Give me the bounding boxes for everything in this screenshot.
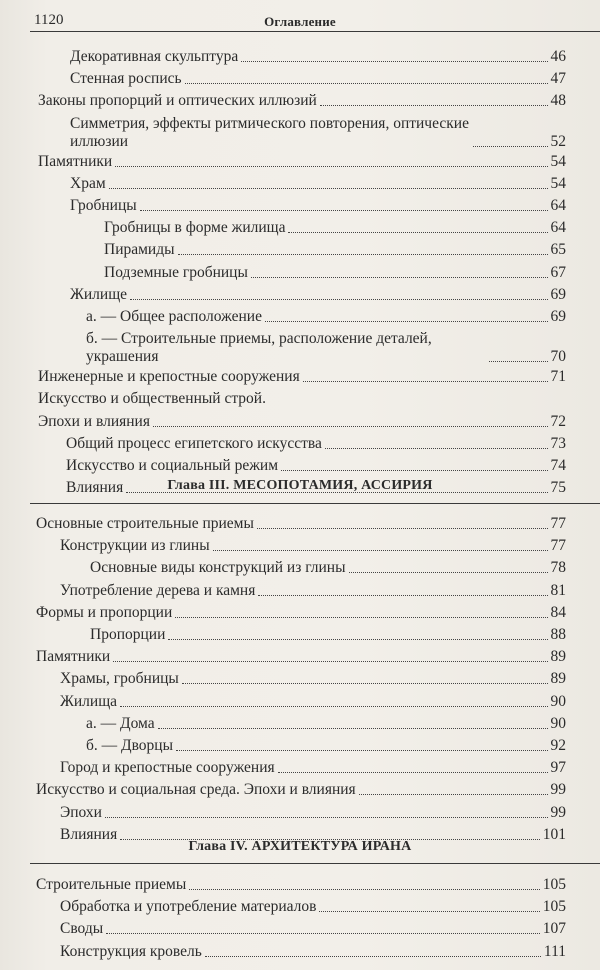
toc-entry[interactable] [0,600,566,622]
dot-leader [473,146,548,147]
chapter-rule [30,503,600,504]
toc-entry[interactable] [0,711,566,733]
toc-entry-title: Строительные приемы [36,876,187,893]
dot-leader [320,105,548,106]
toc-entry-page: 65 [550,241,566,259]
toc-entry-title: б. — Строительные приемы, расположение деталей, украшения [86,330,432,366]
dot-leader [325,448,548,449]
toc-entry-page: 89 [550,648,566,666]
chapter-heading: Глава IV. АРХИТЕКТУРА ИРАНА [188,839,412,854]
toc-entry-page: 105 [542,876,566,893]
dot-leader [303,381,548,382]
dot-leader [120,706,547,707]
dot-leader [281,470,547,471]
toc-entry-page: 77 [550,515,566,532]
toc-entry-page: 84 [550,603,566,621]
toc-entry-title: а. — Общее расположение [86,308,262,325]
toc-entry-page: 72 [550,412,566,430]
toc-entry-title: Формы и пропорции [36,603,173,621]
toc-entry-page: 52 [550,132,566,150]
dot-leader [319,911,539,912]
dot-leader [265,321,548,322]
dot-leader [241,61,547,62]
toc-entry-title: Гробницы в форме жилища [104,219,286,237]
toc-entry-page: 69 [550,308,566,325]
toc-entry-title: Искусство и социальный режим [66,457,279,474]
toc-entry-title: Храм [70,174,106,192]
toc-entry-page: 54 [550,174,566,192]
toc-entry-page: 90 [550,714,566,732]
toc-entry-page: 89 [550,670,566,688]
toc-entry-title: Инженерные и крепостные сооружения [38,368,300,386]
toc-entry-title: Эпохи и влияния [38,412,150,430]
toc-entry[interactable] [0,193,566,215]
dot-leader [251,277,548,278]
toc-entry-page: 73 [550,434,566,452]
toc-entry[interactable] [0,894,566,916]
toc-entry-title: б. — Дворцы [86,737,174,754]
toc-entry[interactable] [0,622,566,644]
toc-entry-title: Основные строительные приемы [36,515,254,532]
toc-entry-title: Декоративная скульптура [70,48,239,65]
toc-entry-page: 71 [550,368,566,386]
dot-leader [288,232,547,233]
toc-entry-title: а. — Дома [86,714,155,732]
toc-entry-page: 47 [550,70,566,88]
running-head [30,6,570,28]
toc-entry-title: Гробницы [70,197,137,214]
toc-entry-page: 81 [550,581,566,599]
toc-entry[interactable] [0,733,566,755]
toc-entry-title: Эпохи [60,803,102,821]
chapter-rule [30,863,600,864]
toc-entry-page: 92 [550,737,566,754]
toc-entry[interactable] [0,260,566,282]
toc-entry-page: 46 [550,48,566,65]
toc-entry-title: Конструкция кровель [60,942,202,960]
dot-leader [158,728,548,729]
running-title: Оглавление [264,14,336,29]
toc-entry[interactable] [0,431,566,453]
dot-leader [205,956,541,957]
dot-leader [213,550,548,551]
toc-entry-page: 97 [550,759,566,777]
header-rule [30,31,600,32]
toc-entry[interactable] [0,149,566,171]
toc-entry-page: 64 [550,197,566,214]
dot-leader [178,254,548,255]
toc-entry-title: Общий процесс египетского искусства [66,434,322,452]
toc-entry-title: Город и крепостные сооружения [60,759,275,777]
toc-entry-title: Стенная роспись [70,70,182,88]
toc-entry[interactable] [0,533,566,555]
toc-entry-title: Искусство и социальная среда. Эпохи и влияния [36,781,356,799]
toc-entry[interactable] [0,800,566,822]
dot-leader [278,772,548,773]
toc-entry-title: Основные виды конструкций из глины [90,559,346,577]
toc-entry-title: Памятники [36,648,111,666]
toc-entry-page: 75 [550,479,566,497]
toc-entry-page: 64 [550,219,566,237]
dot-leader [359,794,548,795]
toc-entry-title: Жилища [60,692,118,710]
toc-entry[interactable] [0,304,566,326]
toc-entry[interactable] [0,364,566,386]
toc-entry-page: 77 [550,537,566,555]
toc-entry[interactable] [0,777,566,799]
toc-entry-title: Симметрия, эффекты ритмического повторения, оптические иллюзии [70,114,469,150]
dot-leader [176,750,547,751]
toc-entry[interactable] [0,644,566,666]
toc-entry-page: 101 [542,825,566,843]
toc-entry-page: 78 [550,559,566,577]
toc-entry-title: Подземные гробницы [104,263,248,281]
dot-leader [258,595,547,596]
dot-leader [115,166,547,167]
dot-leader [489,361,548,362]
toc-entry[interactable] [0,237,566,259]
toc-entry[interactable] [0,386,566,408]
chapter-heading: Глава III. МЕСОПОТАМИЯ, АССИРИЯ [167,478,433,493]
toc-entry-title: Искусство и общественный строй. [38,390,266,408]
toc-entry[interactable] [0,689,566,711]
toc-entry-title: Законы пропорций и оптических иллюзий [38,92,317,110]
toc-entry-title: Пропорции [90,626,166,643]
toc-entry-page: 99 [550,781,566,799]
dot-leader [140,210,548,211]
toc-entry-title: Пирамиды [104,241,175,259]
toc-entry-page: 90 [550,692,566,710]
toc-entry[interactable] [0,409,566,431]
toc-entry-title: Жилище [70,285,128,303]
toc-entry-title: Обработка и употребление материалов [60,898,317,916]
page-number: 1120 [34,12,64,28]
toc-entry[interactable] [0,555,566,577]
toc-entry-page: 48 [550,92,566,110]
toc-entry-title: Своды [60,920,104,938]
toc-entry[interactable] [0,44,566,66]
toc-entry[interactable] [0,939,566,961]
dot-leader [349,572,548,573]
toc-entry-title: Влияния [60,825,118,843]
toc-entry-page: 54 [550,152,566,170]
toc-entry[interactable] [0,453,566,475]
dot-leader [109,188,548,189]
dot-leader [175,617,547,618]
toc-entry[interactable] [0,88,566,110]
dot-leader [185,83,548,84]
toc-entry-page: 70 [550,348,566,366]
toc-entry-page: 67 [550,263,566,281]
toc-entry[interactable] [0,282,566,304]
toc-entry-page: 105 [542,898,566,916]
toc-entry[interactable] [0,171,566,193]
toc-entry[interactable] [0,66,566,88]
dot-leader [168,639,547,640]
toc-entry-page: 111 [543,942,566,960]
toc-entry[interactable] [0,916,566,938]
toc-entry-title: Конструкции из глины [60,537,210,555]
toc-entry[interactable] [0,578,566,600]
dot-leader [182,683,548,684]
toc-entry[interactable] [0,872,566,894]
toc-entry[interactable] [0,111,566,151]
toc-entry-page: 107 [542,920,566,938]
dot-leader [106,933,540,934]
toc-entry[interactable] [0,666,566,688]
dot-leader [189,889,539,890]
toc-entry[interactable] [0,511,566,533]
toc-entry[interactable] [0,326,566,366]
dot-leader [105,817,548,818]
toc-entry-page: 88 [550,626,566,643]
toc-entry-page: 74 [550,457,566,474]
dot-leader [153,426,548,427]
dot-leader [257,528,548,529]
toc-entry[interactable] [0,755,566,777]
toc-entry-title: Употребление дерева и камня [60,581,256,599]
toc-entry-title: Храмы, гробницы [60,670,179,688]
toc-entry-page: 99 [550,803,566,821]
dot-leader [113,661,547,662]
toc-entry-title: Памятники [38,152,113,170]
toc-entry-title: Влияния [66,479,124,497]
dot-leader [130,299,547,300]
toc-entry-page: 69 [550,285,566,303]
toc-entry[interactable] [0,215,566,237]
